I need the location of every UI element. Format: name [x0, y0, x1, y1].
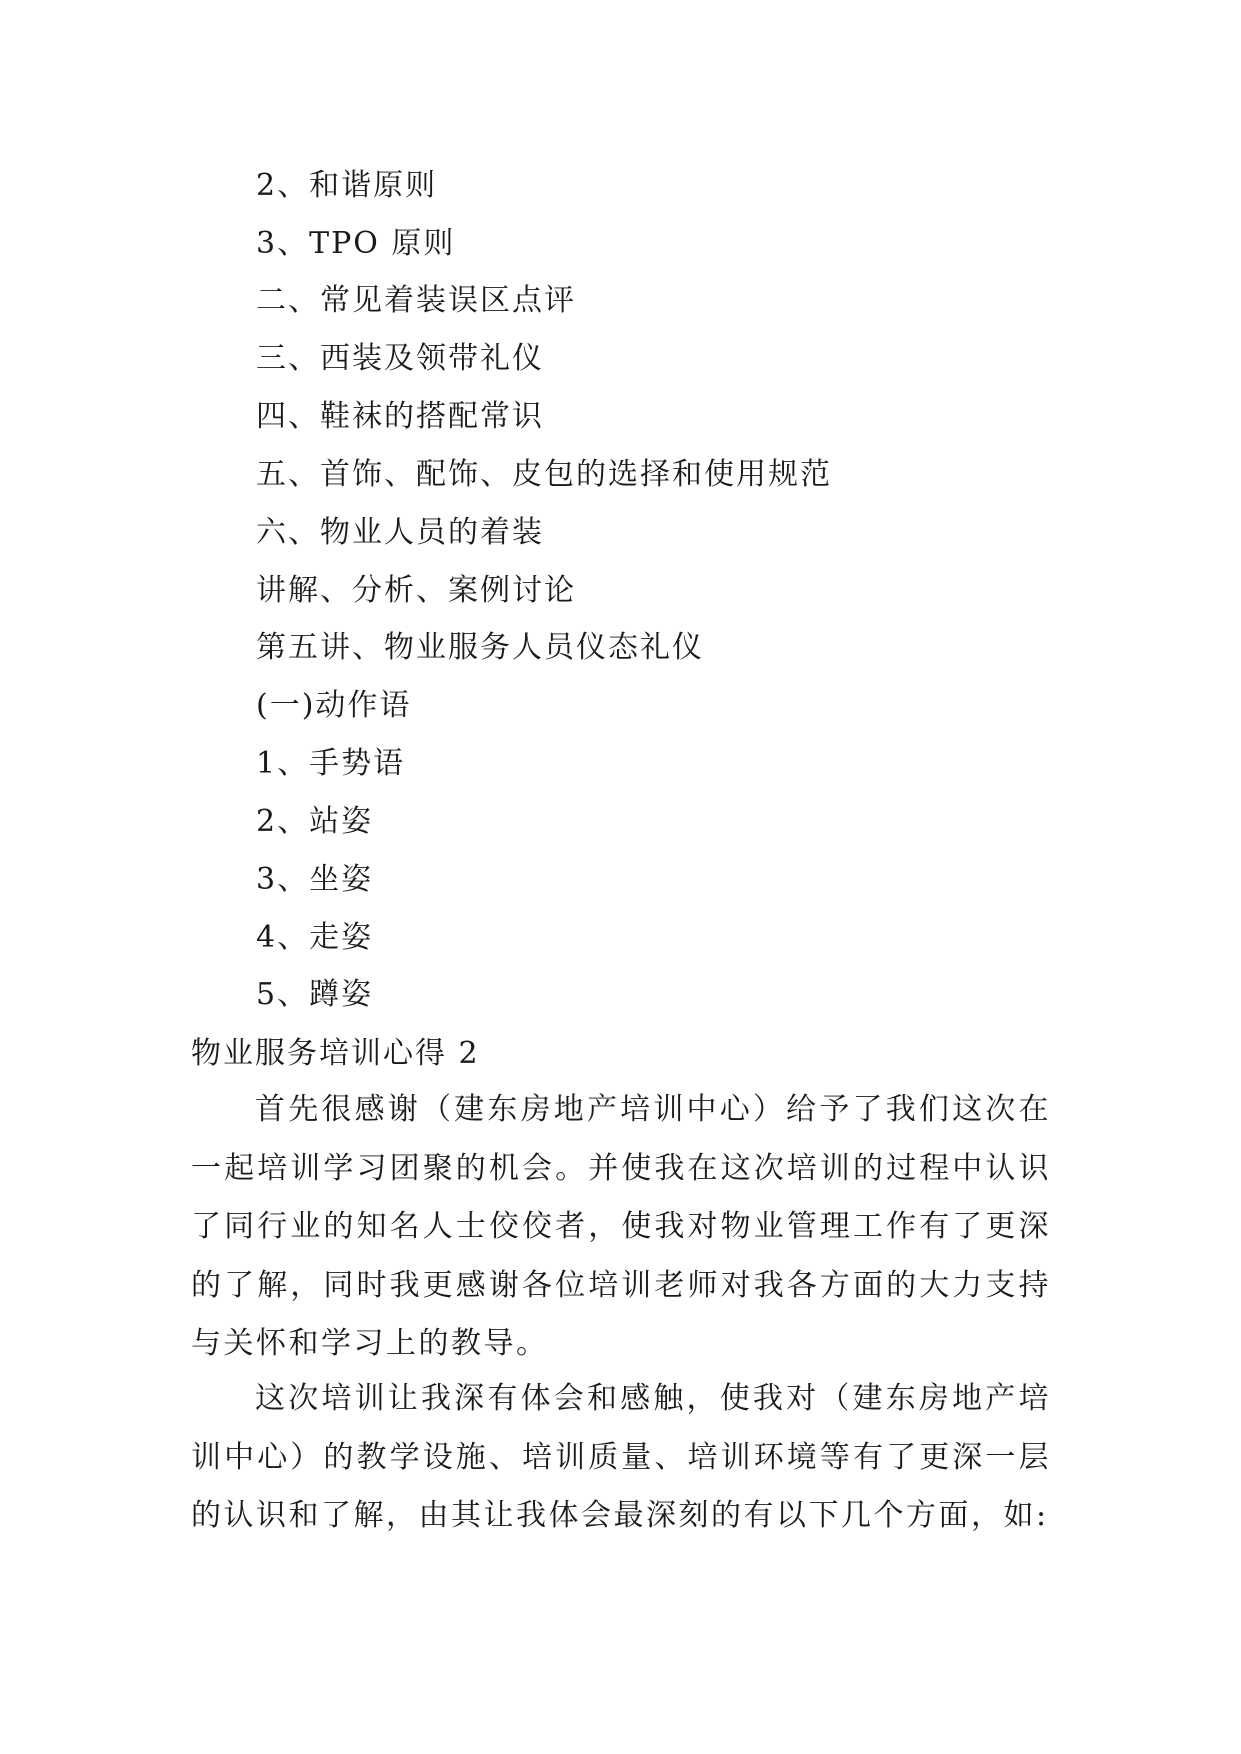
outline-item: 第五讲、物业服务人员仪态礼仪: [256, 630, 704, 665]
outline-item: 四、鞋袜的搭配常识: [256, 399, 544, 434]
section-title: 物业服务培训心得 2: [191, 1036, 480, 1071]
outline-item: 3、TPO 原则: [256, 226, 456, 261]
outline-item: 六、物业人员的着装: [256, 515, 544, 550]
outline-item: 五、首饰、配饰、皮包的选择和使用规范: [256, 457, 832, 492]
outline-item: 3、坐姿: [256, 862, 374, 897]
outline-item: 5、蹲姿: [256, 977, 374, 1012]
outline-item: 2、和谐原则: [256, 168, 438, 203]
outline-item: 2、站姿: [256, 804, 374, 839]
outline-item: 1、手势语: [256, 746, 406, 781]
outline-item: (一)动作语: [256, 688, 412, 723]
outline-item: 三、西装及领带礼仪: [256, 341, 544, 376]
outline-item: 讲解、分析、案例讨论: [256, 573, 576, 608]
outline-item: 4、走姿: [256, 920, 374, 955]
outline-item: 二、常见着装误区点评: [256, 283, 576, 318]
body-paragraph: 这次培训让我深有体会和感触，使我对（建东房地产培训中心）的教学设施、培训质量、培训环境等有了更深一层的认识和了解，由其让我体会最深刻的有以下几个方面，如:: [191, 1381, 1051, 1533]
body-paragraph: 首先很感谢（建东房地产培训中心）给予了我们这次在一起培训学习团聚的机会。并使我在这次培训的过程中认识了同行业的知名人士佼佼者，使我对物业管理工作有了更深的了解，同时我更感谢各位培训老师对我各方面的大力支持与关怀和学习上的教导。: [191, 1092, 1051, 1361]
